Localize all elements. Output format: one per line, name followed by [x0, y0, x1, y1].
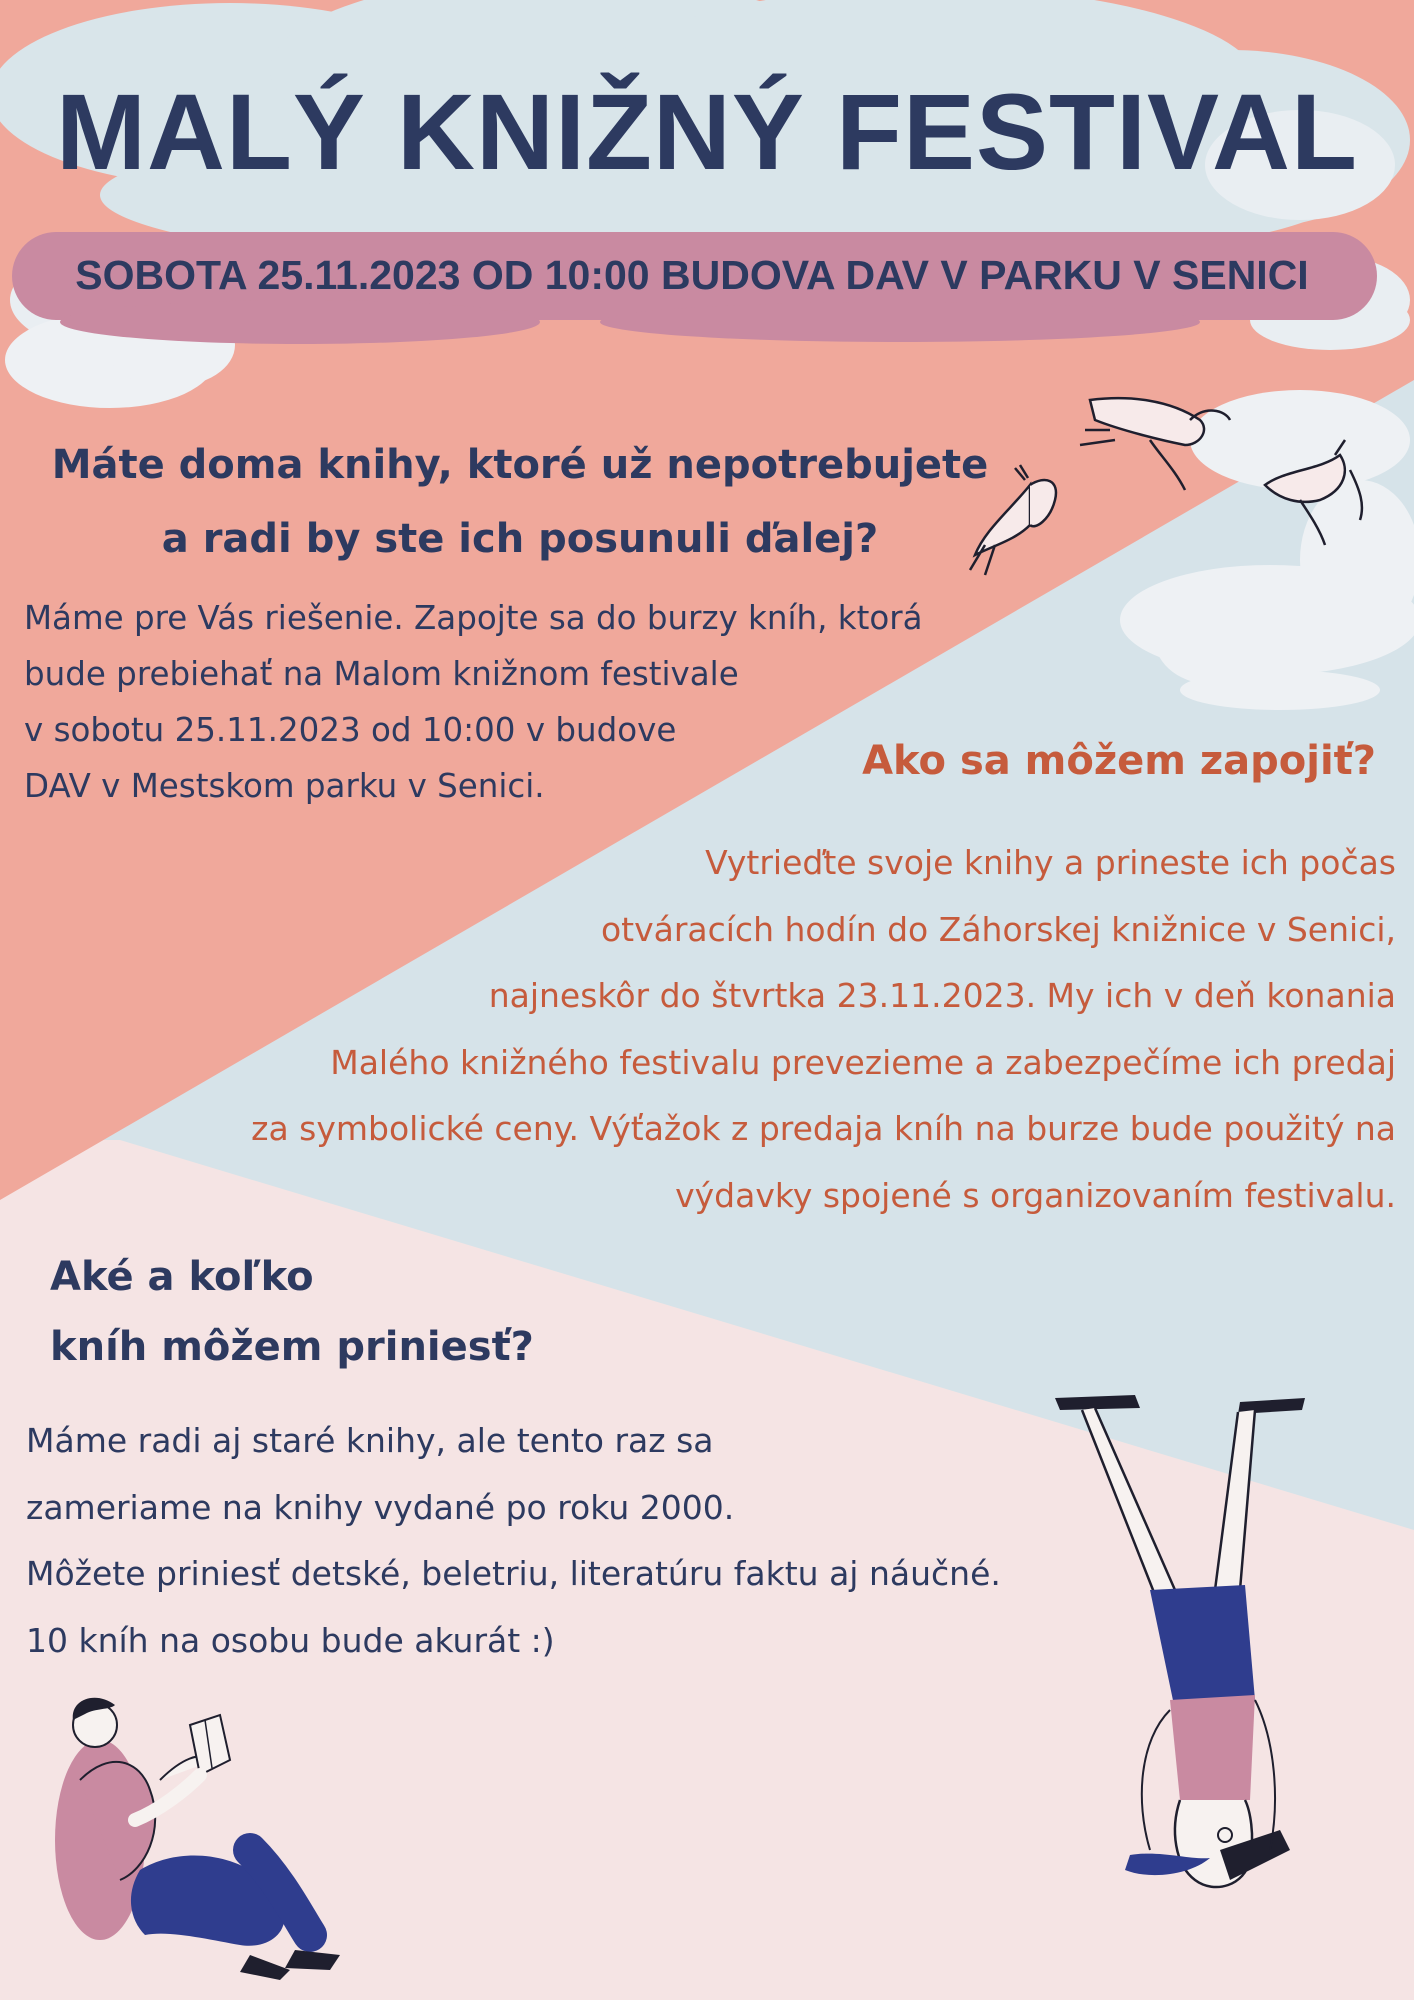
which-books-line: 10 kníh na osobu bude akurát :)	[26, 1620, 555, 1660]
intro-text	[24, 590, 1004, 814]
event-date-location: SOBOTA 25.11.2023 OD 10:00 BUDOVA DAV V PARKU V SENICI	[75, 252, 1309, 298]
intro-text-line: DAV v Mestskom parku v Senici.	[24, 767, 545, 805]
intro-text-line: bude prebiehať na Malom knižnom festivale	[24, 655, 739, 693]
reading-person-illustration	[40, 1680, 360, 1980]
how-to-join-line: za symbolické ceny. Výťažok z predaja kníh na burze bude použitý na	[251, 1109, 1396, 1148]
intro-heading-line: Máte doma knihy, ktoré už nepotrebujete	[51, 442, 989, 488]
how-to-join-line: otváracích hodín do Záhorskej knižnice v Senici,	[600, 909, 1396, 949]
how-to-join-text	[96, 830, 1396, 1229]
how-to-join-line: Malého knižného festivalu prevezieme a zabezpečíme ich predaj	[330, 1042, 1396, 1082]
intro-heading	[0, 428, 1040, 576]
which-books-heading-line: Aké a koľko	[50, 1254, 314, 1300]
upside-down-person-illustration	[1040, 1380, 1330, 1940]
how-to-join-heading: Ako sa môžem zapojiť?	[862, 738, 1376, 784]
which-books-heading	[50, 1242, 534, 1382]
which-books-heading-line: kníh môžem priniesť?	[50, 1324, 534, 1370]
which-books-text	[26, 1408, 1126, 1674]
intro-heading-line: a radi by ste ich posunuli ďalej?	[161, 516, 879, 562]
intro-text-line: v sobotu 25.11.2023 od 10:00 v budove	[24, 711, 677, 749]
which-books-line: Máme radi aj staré knihy, ale tento raz sa	[26, 1421, 714, 1460]
how-to-join-line: Vytrieďte svoje knihy a prineste ich počas	[705, 843, 1396, 882]
which-books-line: Môžete priniesť detské, beletriu, literatúru faktu aj náučné.	[26, 1554, 1001, 1593]
how-to-join-line: výdavky spojené s organizovaním festivalu.	[675, 1175, 1396, 1215]
festival-title: MALÝ KNIŽNÝ FESTIVAL	[56, 71, 1358, 192]
which-books-line: zameriame na knihy vydané po roku 2000.	[26, 1487, 735, 1527]
how-to-join-line: najneskôr do štvrtka 23.11.2023. My ich v deň konania	[488, 976, 1396, 1015]
intro-text-line: Máme pre Vás riešenie. Zapojte sa do burzy kníh, ktorá	[24, 599, 923, 637]
